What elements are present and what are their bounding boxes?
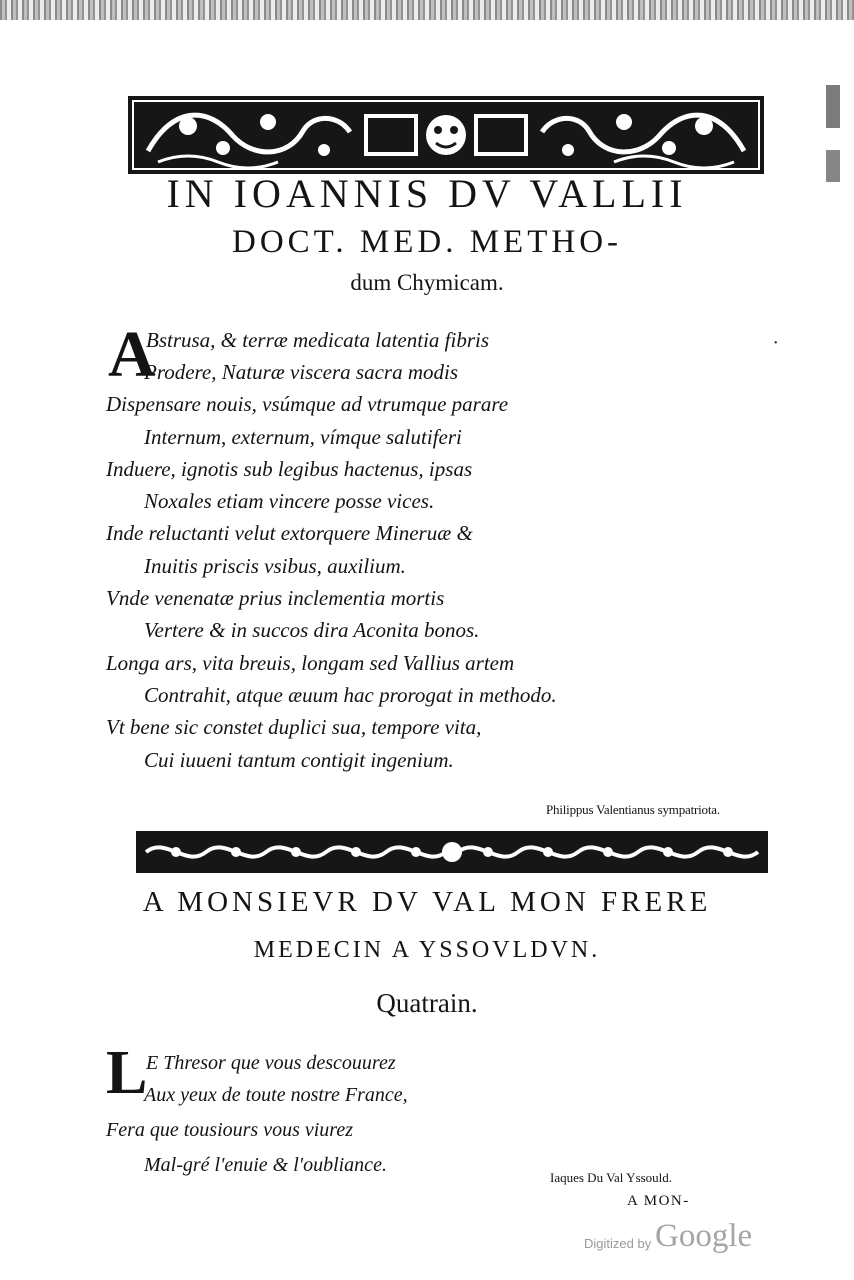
poem-line: Internum, externum, vímque salutiferi (144, 424, 462, 449)
poem-line: Aux yeux de toute nostre France, (144, 1084, 408, 1106)
poem-line: Longa ars, vita breuis, longam sed Vallius artem (106, 650, 515, 675)
poem-line: Inuitis priscis vsibus, auxilium. (144, 553, 406, 578)
drop-cap-l: L (106, 1039, 148, 1107)
heading2-line-1: A MONSIEVR DV VAL MON FRERE (142, 886, 712, 918)
poem-line: Fera que tousiours vous viurez (106, 1119, 354, 1141)
poem-line: Vnde venenatæ prius inclementia mortis (106, 586, 445, 611)
poem-line: Prodere, Naturæ viscera sacra modis (144, 360, 459, 384)
poem-line: Noxales etiam vincere posse vices. (144, 489, 435, 514)
signature-philippus: Philippus Valentianus sympatriota. (546, 802, 720, 817)
catchword: A MON- (627, 1193, 690, 1209)
poem-line: Induere, ignotis sub legibus hactenus, ipsas (106, 456, 473, 481)
drop-cap-a: A (108, 318, 156, 391)
quatrain-first-line: E Thresor que vous descouurez (146, 1052, 396, 1074)
top-ornament-band (128, 96, 764, 174)
google-watermark: Google (655, 1218, 753, 1254)
signature-iaques: Iaques Du Val Yssould. (550, 1170, 673, 1185)
digitized-by-label: Digitized by (584, 1236, 652, 1251)
heading-line-3: dum Chymicam. (350, 270, 504, 295)
heading2-line-3: Quatrain. (376, 988, 478, 1018)
heading-line-2: DOCT. MED. METHO- (231, 224, 623, 260)
heading-line-1: IN IOANNIS DV VALLII (166, 171, 688, 216)
french-quatrain (106, 1078, 408, 1183)
poem-line: Vertere & in succos dira Aconita bonos. (144, 618, 480, 643)
poem-line: Inde reluctanti velut extorquere Mineruæ & (106, 521, 473, 546)
margin-mark: ˙ (772, 336, 780, 361)
poem-line: Contrahit, atque æuum hac prorogat in methodo. (144, 682, 557, 707)
scan-top-edge (0, 0, 854, 20)
middle-ornament-band (136, 831, 768, 873)
poem-line: Mal-gré l'enuie & l'oubliance. (144, 1154, 387, 1176)
heading2-line-2: MEDECIN A YSSOVLDVN. (253, 937, 601, 963)
poem-line: Dispensare nouis, vsúmque ad vtrumque parare (106, 392, 509, 417)
latin-poem (106, 356, 557, 776)
poem-first-line: Bstrusa, & terræ medicata latentia fibris (146, 328, 490, 352)
poem-line: Vt bene sic constet duplici sua, tempore vita, (106, 715, 482, 740)
poem-line: Cui iuueni tantum contigit ingenium. (144, 747, 454, 772)
